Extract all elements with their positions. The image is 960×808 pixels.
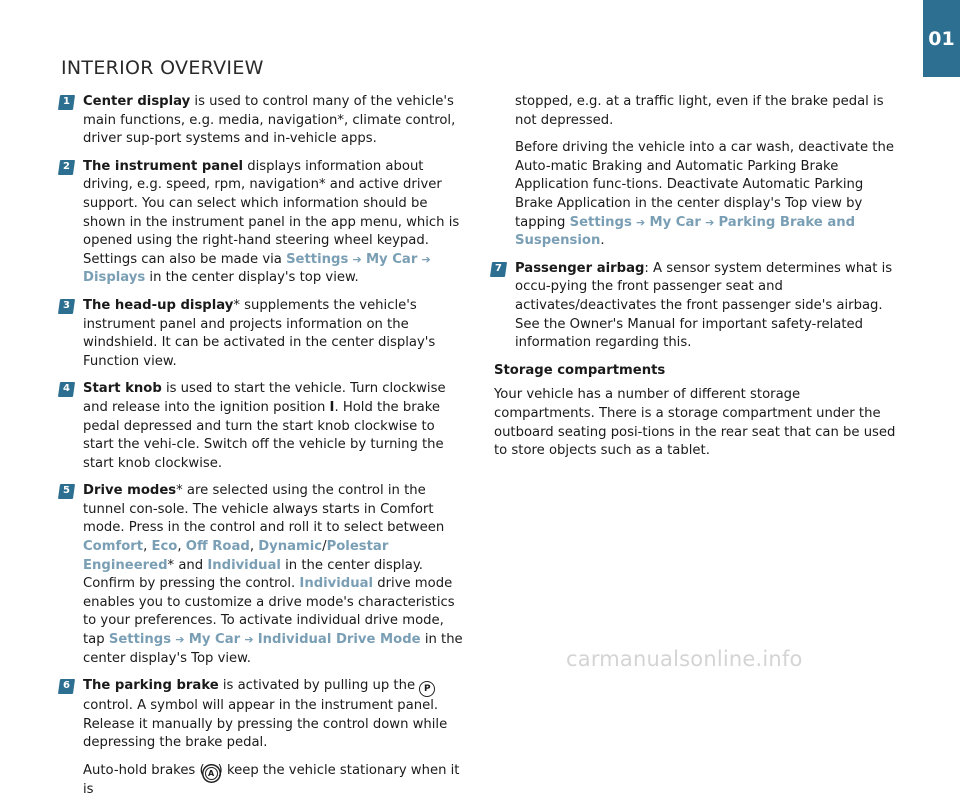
my-car-link[interactable]: My Car: [365, 251, 418, 267]
left-column: [62, 93, 466, 808]
item-text: . Hold the brake pedal depressed and turn the start knob clockwise to start the vehi-cle. Switch off the vehicle by turning the start knob clockwise.: [83, 399, 444, 471]
item-number-badge: 7: [490, 262, 507, 277]
item-text: * supplements the vehicle's instrument panel and projects information on the windshield. It can be activated in the center display's Function view.: [83, 297, 436, 369]
separator: ,: [177, 539, 186, 555]
item-lead: Center display: [83, 94, 191, 109]
item-text: is activated by pulling up the: [218, 678, 420, 694]
item-text: : A sensor system determines what is occu-pying the front passenger seat and activates/deactivates the front passenger side's airbag. See the Owner's Manual for important safety-related information regarding this.: [515, 260, 893, 351]
settings-link[interactable]: Settings: [569, 214, 632, 230]
page-title: INTERIOR OVERVIEW: [61, 57, 264, 79]
list-item: [62, 482, 466, 668]
mode-dynamic: Dynamic: [258, 539, 323, 555]
item-number-badge: 1: [58, 95, 75, 110]
item-lead: The head-up display: [83, 297, 234, 313]
separator: ,: [143, 539, 152, 555]
item-number-badge: 3: [58, 299, 75, 314]
mode-individual: Individual: [207, 557, 281, 573]
watermark: carmanualsonline.info: [566, 647, 803, 671]
item-text: drive mode enables you to customize a drive mode's characteristics to your preferences. To activate individual drive mode, tap: [83, 576, 455, 648]
item-number-badge: 5: [58, 484, 75, 499]
arrow-right-icon: ➔: [244, 633, 254, 647]
item-lead: The instrument panel: [83, 158, 244, 174]
item-text: * and: [167, 557, 208, 573]
auto-hold-icon: A: [205, 767, 218, 780]
mode-eco: Eco: [151, 539, 178, 555]
mode-polestar: Polestar Engineered: [83, 539, 389, 573]
mode-comfort: Comfort: [83, 539, 144, 555]
item-text: in the center display's top view.: [145, 270, 359, 286]
item-text: in the center display. Confirm by pressing the control.: [83, 557, 423, 592]
item-text: in the center display's Top view.: [83, 632, 463, 666]
item-lead: Start knob: [83, 381, 162, 397]
settings-link[interactable]: Settings: [286, 251, 349, 267]
item-text: ) keep the vehicle stationary when it is: [83, 763, 460, 797]
arrow-right-icon: ➔: [705, 215, 715, 229]
displays-link[interactable]: Displays: [83, 270, 146, 286]
list-item: [62, 380, 466, 473]
ignition-position: I: [329, 399, 335, 415]
item-text: is used to control many of the vehicle's main functions, e.g. media, navigation*, climate control, driver sup-port systems and in-vehicle apps.: [83, 94, 456, 147]
item-number-badge: 2: [58, 160, 75, 175]
list-item: [62, 158, 466, 288]
list-item: [62, 677, 466, 799]
arrow-right-icon: ➔: [636, 215, 646, 229]
item-number-badge: 4: [58, 382, 75, 397]
continued-text: stopped, e.g. at a traffic light, even if the brake pedal is not depressed.: [515, 94, 884, 128]
chapter-tab: 01: [923, 0, 960, 77]
continued-text: Before driving the vehicle into a car wash, deactivate the Auto-matic Braking and Automatic Parking Brake Application func-tions. Deactivate Automatic Parking Brake Application in the center display's Top view by tapping: [515, 140, 894, 230]
punctuation: .: [600, 233, 605, 249]
item-text: Auto-hold brakes (: [83, 763, 205, 778]
mode-individual: Individual: [299, 576, 374, 592]
separator: ,: [249, 539, 259, 555]
my-car-link[interactable]: My Car: [188, 632, 241, 648]
arrow-right-icon: ➔: [175, 633, 185, 647]
arrow-right-icon: ➔: [421, 252, 431, 266]
item-lead: The parking brake: [83, 678, 219, 694]
my-car-link[interactable]: My Car: [649, 214, 701, 230]
list-item: [62, 93, 466, 149]
parking-brake-icon: P: [419, 681, 435, 697]
item-text: control. A symbol will appear in the instrument panel. Release it manually by pressing the control down while depressing the brake pedal.: [83, 698, 448, 751]
individual-drive-mode-link[interactable]: Individual Drive Mode: [257, 632, 421, 648]
section-text: Your vehicle has a number of different storage compartments. There is a storage compartment under the outboard seating posi-tions in the rear seat that can be used to store objects such as a tablet.: [494, 387, 896, 459]
item-lead: Drive modes: [83, 483, 177, 499]
parking-brake-suspension-link[interactable]: Parking Brake and Suspension: [515, 214, 856, 249]
section-heading: Storage compartments: [494, 362, 666, 378]
separator: /: [322, 539, 327, 555]
item-lead: Passenger airbag: [515, 260, 645, 276]
arrow-right-icon: ➔: [352, 252, 362, 266]
item-text: is used to start the vehicle. Turn clockwise and release into the ignition position: [83, 381, 446, 415]
right-column: [494, 93, 899, 470]
mode-off-road: Off Road: [185, 539, 250, 555]
list-item: [494, 260, 899, 353]
item-number-badge: 6: [58, 679, 75, 694]
item-text: displays information about driving, e.g. speed, rpm, navigation* and active driver support. You can select which information should be shown in the instrument panel in the app menu, which is opened using the right-hand steering wheel keypad. Settings can also be made via: [83, 158, 460, 267]
settings-link[interactable]: Settings: [108, 632, 172, 648]
item-text: * are selected using the control in the tunnel con-sole. The vehicle always starts in Comfort mode. Press in the control and roll it to select between: [83, 483, 445, 536]
list-item: [62, 297, 466, 371]
